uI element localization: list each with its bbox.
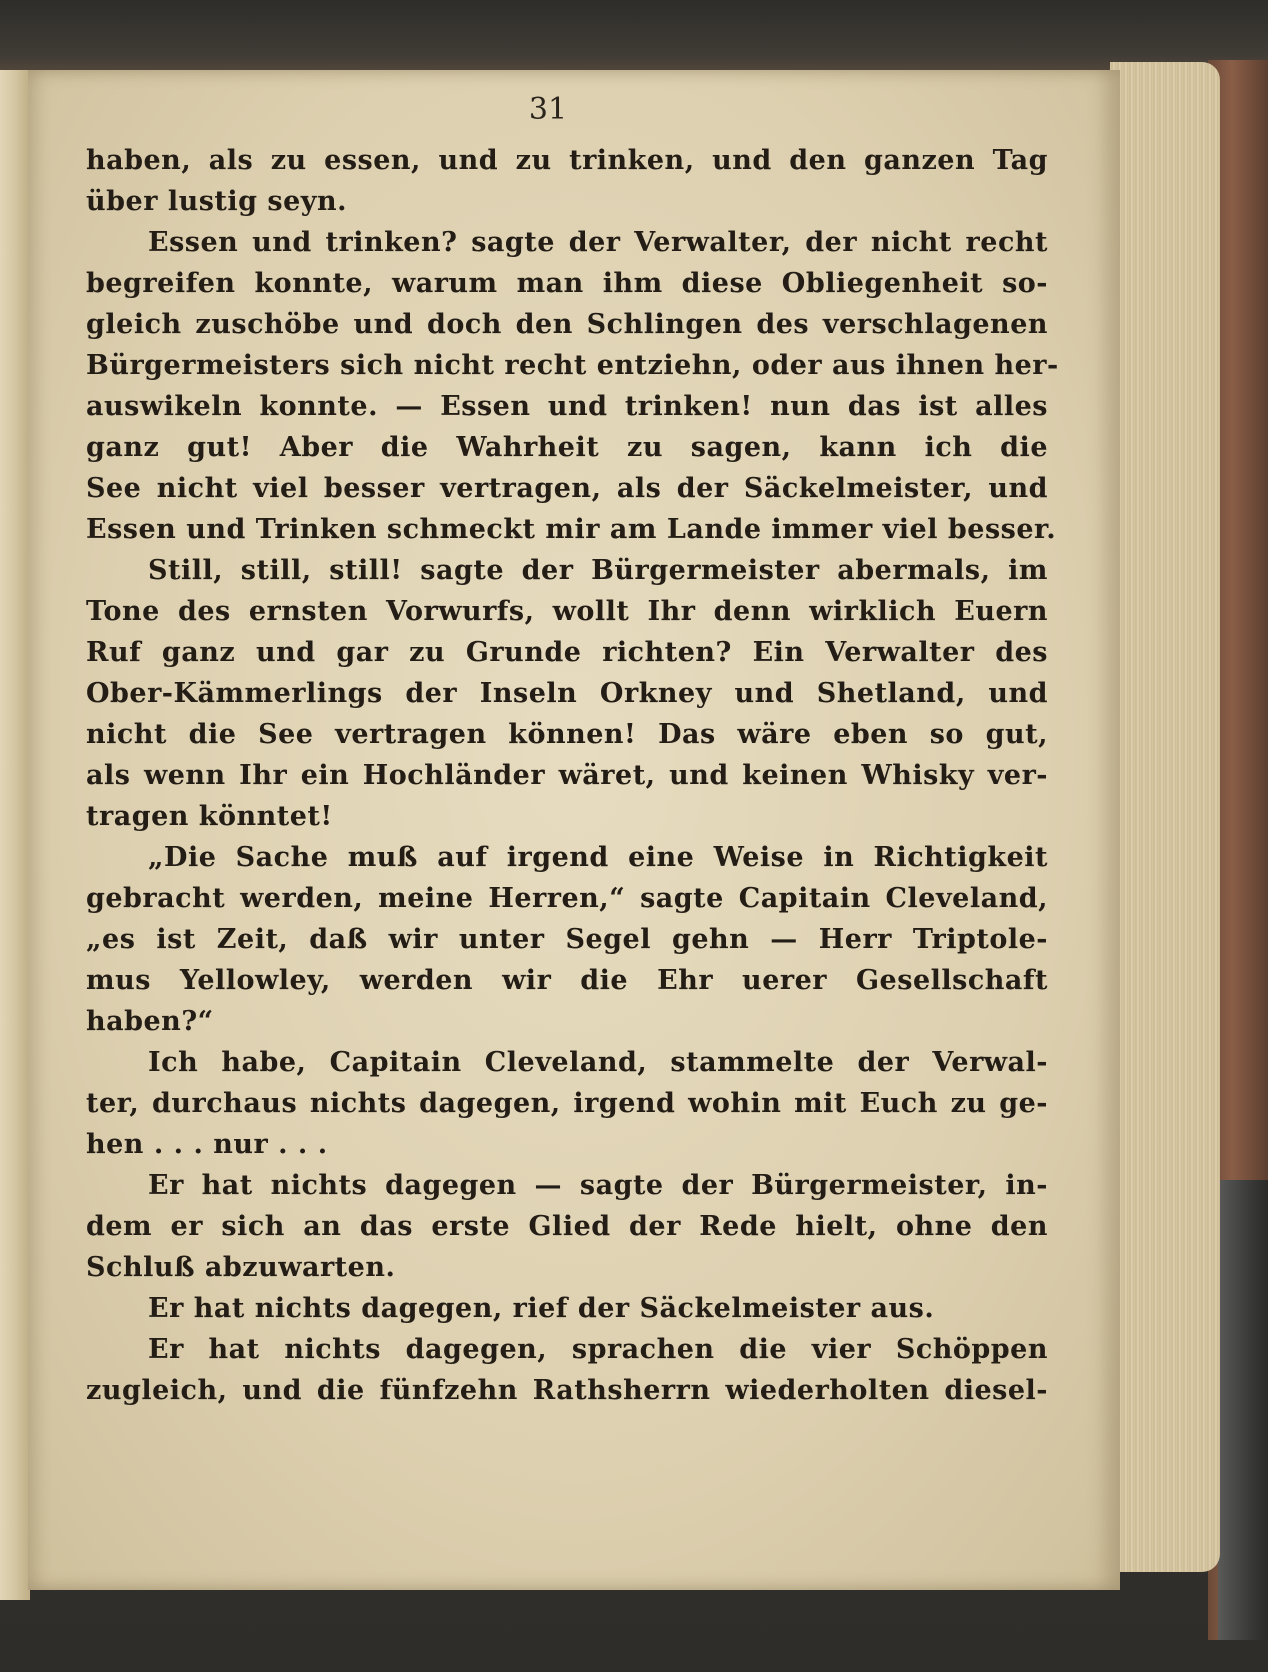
book-cover-right-lower [1218,1180,1268,1640]
text-line: auswikeln konnte. — Essen und trinken! nun das ist alles [86,391,1048,422]
text-line: Ich habe, Capitain Cleveland, stammelte der Verwal- [148,1047,1048,1078]
page-text [86,140,1059,1411]
text-line: zugleich, und die fünfzehn Rathsherrn wiederholten diesel- [86,1375,1048,1406]
text-line: Er hat nichts dagegen, sprachen die vier Schöppen [148,1334,1048,1365]
text-line: Tone des ernsten Vorwurfs, wollt Ihr denn wirklich Euern [86,596,1048,627]
text-line: ganz gut! Aber die Wahrheit zu sagen, kann ich die [86,432,1048,463]
text-line: Schluß abzuwarten. [86,1252,396,1283]
text-line: hen . . . nur . . . [86,1129,328,1160]
page-stack-edge [1110,62,1220,1572]
text-line: haben, als zu essen, und zu trinken, und den ganzen Tag [86,145,1048,176]
text-line: nicht die See vertragen können! Das wäre eben so gut, [86,719,1048,750]
text-line: über lustig seyn. [86,186,348,217]
text-line: Ober-Kämmerlings der Inseln Orkney und Shetland, und [86,678,1048,709]
book-page [28,70,1120,1590]
text-line: „es ist Zeit, daß wir unter Segel gehn — Herr Triptole- [86,924,1048,955]
text-line: „Die Sache muß auf irgend eine Weise in Richtigkeit [148,842,1048,873]
page-number: 31 [528,92,568,127]
text-line: tragen könntet! [86,801,333,832]
text-line: begreifen konnte, warum man ihm diese Obliegenheit so- [86,268,1048,299]
text-line: Ruf ganz und gar zu Grunde richten? Ein Verwalter des [86,637,1048,668]
gutter-edge [0,70,30,1600]
text-line: haben?“ [86,1006,214,1037]
text-line: dem er sich an das erste Glied der Rede hielt, ohne den [86,1211,1048,1242]
text-line: Er hat nichts dagegen — sagte der Bürgermeister, in- [148,1170,1048,1201]
text-line: als wenn Ihr ein Hochländer wäret, und keinen Whisky ver- [86,760,1048,791]
text-line: Essen und trinken? sagte der Verwalter, der nicht recht [148,227,1048,258]
book-cover-top [0,0,1268,78]
text-line: See nicht viel besser vertragen, als der Säckelmeister, und [86,473,1048,504]
text-line: mus Yellowley, werden wir die Ehr uerer Gesellschaft [86,965,1048,996]
text-line: Er hat nichts dagegen, rief der Säckelmeister aus. [148,1293,935,1324]
text-line: gebracht werden, meine Herren,“ sagte Capitain Cleveland, [86,883,1048,914]
text-line: Still, still, still! sagte der Bürgermeister abermals, im [148,555,1048,586]
text-line: Bürgermeisters sich nicht recht entziehn, oder aus ihnen her- [86,350,1059,381]
text-line: gleich zuschöbe und doch den Schlingen des verschlagenen [86,309,1048,340]
text-line: ter, durchaus nichts dagegen, irgend wohin mit Euch zu ge- [86,1088,1048,1119]
text-line: Essen und Trinken schmeckt mir am Lande immer viel besser. [86,514,1057,545]
